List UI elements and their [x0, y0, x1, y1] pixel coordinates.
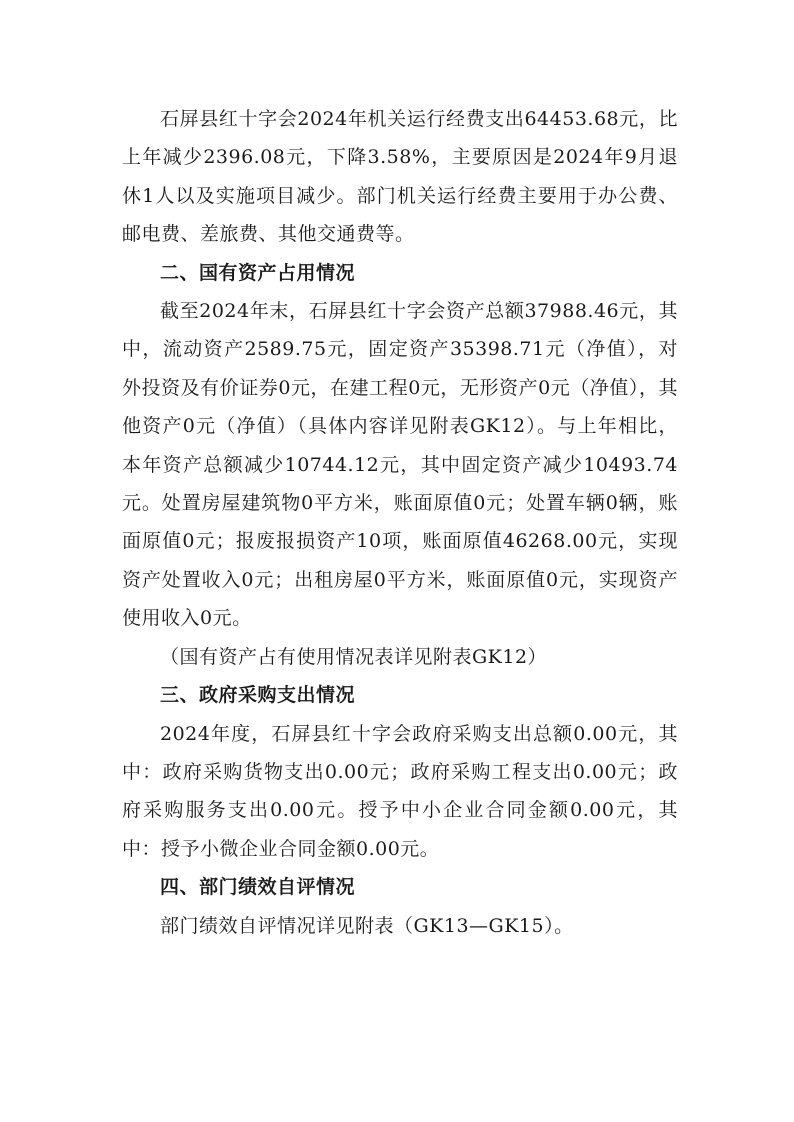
performance-heading: 四、部门绩效自评情况	[160, 876, 356, 899]
operating-expenses-paragraph: 石屏县红十字会2024年机关运行经费支出64453.68元，比上年减少2396.08元，下降3.58%，主要原因是2024年9月退休1人以及实施项目减少。部门机关运行经费主要用于办公费、邮电费、差旅费、其他交通费等。	[122, 108, 678, 246]
procurement-paragraph: 2024年度，石屏县红十字会政府采购支出总额0.00元，其中：政府采购货物支出0.00元；政府采购工程支出0.00元；政府采购服务支出0.00元。授予中小企业合同金额0.00元，其中：授予小微企业合同金额0.00元。	[122, 722, 678, 860]
document-page	[122, 100, 678, 945]
state-assets-table-note: （国有资产占有使用情况表详见附表GK12）	[160, 645, 548, 668]
performance-paragraph: 部门绩效自评情况详见附表（GK13—GK15）。	[160, 914, 574, 937]
procurement-heading: 三、政府采购支出情况	[160, 684, 356, 707]
state-assets-heading: 二、国有资产占用情况	[160, 261, 356, 284]
state-assets-paragraph: 截至2024年末，石屏县红十字会资产总额37988.46元，其中，流动资产2589.75元，固定资产35398.71元（净值），对外投资及有价证券0元，在建工程0元，无形资产0元（净值），其他资产0元（净值）（具体内容详见附表GK12）。与上年相比，本年资产总额减少10744.12元，其中固定资产减少10493.74元。处置房屋建筑物0平方米，账面原值0元；处置车辆0辆，账面原值0元；报废报损资产10项，账面原值46268.00元，实现资产处置收入0元；出租房屋0平方米，账面原值0元，实现资产使用收入0元。	[122, 300, 678, 630]
